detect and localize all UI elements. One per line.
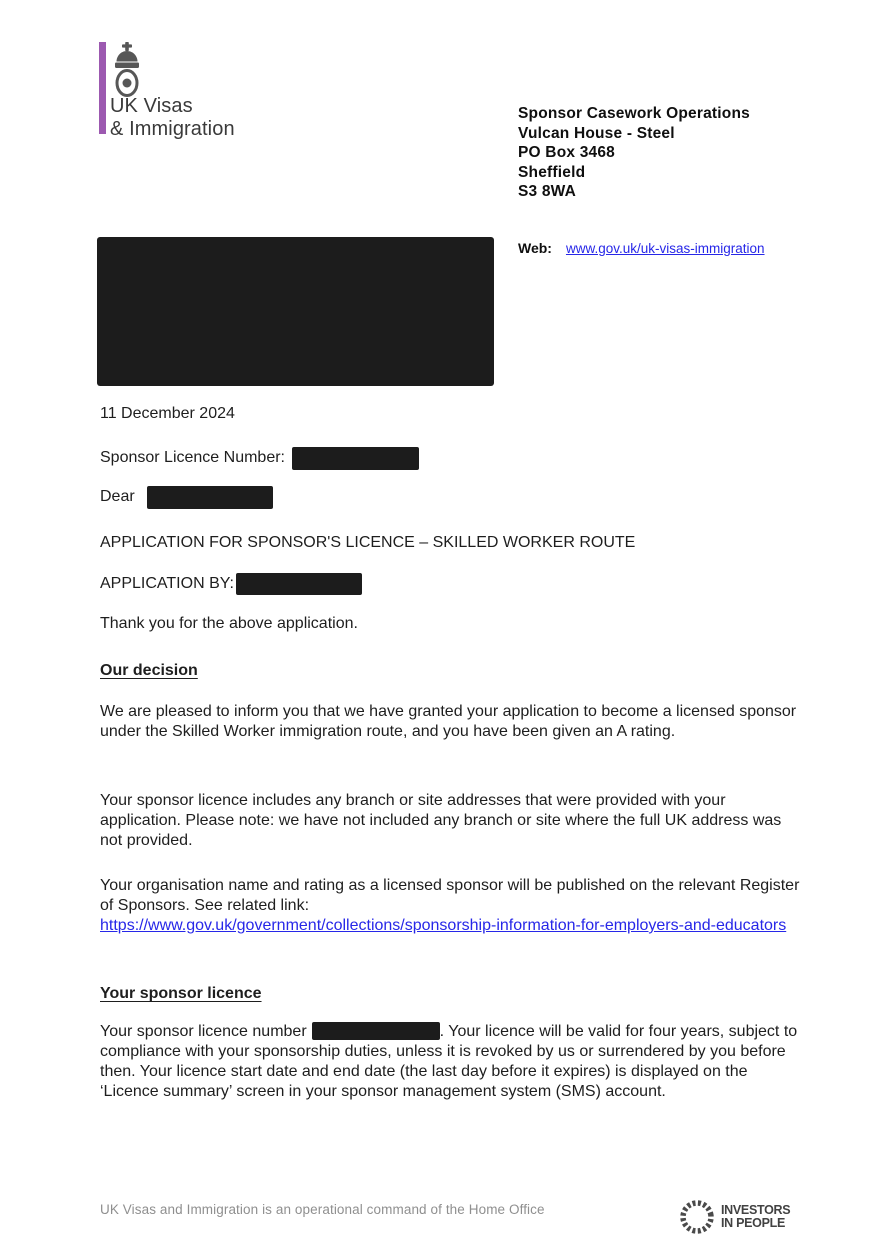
- brand-line2: & Immigration: [110, 118, 235, 140]
- redaction-licence-number-inline: [312, 1022, 440, 1040]
- register-of-sponsors-link[interactable]: https://www.gov.uk/government/collections/sponsorship-information-for-employers-and-educators: [100, 917, 787, 934]
- licence-paragraph-before: Your sponsor licence number: [100, 1023, 307, 1040]
- licence-number-label: Sponsor Licence Number:: [100, 449, 285, 466]
- application-by-label: APPLICATION BY:: [100, 574, 234, 592]
- licence-heading: Your sponsor licence: [100, 985, 262, 1002]
- decision-paragraph-3: [100, 876, 800, 936]
- iip-text-line2: IN PEOPLE: [721, 1216, 785, 1230]
- decision-paragraph-2: Your sponsor licence includes any branch or site addresses that were provided with your application. Please note: we have not included any branch or site where the full UK address was not provided.: [100, 792, 782, 849]
- web-link[interactable]: www.gov.uk/uk-visas-immigration: [565, 241, 765, 256]
- intro-paragraph: Thank you for the above application.: [100, 615, 358, 632]
- salutation-row: [100, 485, 273, 509]
- salutation-label: Dear: [100, 488, 135, 505]
- iip-text: [721, 1204, 790, 1231]
- investors-in-people-logo: [678, 1197, 790, 1237]
- subject-line-2: [100, 572, 362, 595]
- brand-name: [110, 95, 235, 141]
- licence-paragraph: [100, 1022, 800, 1102]
- sender-address-line: Sheffield: [518, 163, 586, 181]
- footer-note: UK Visas and Immigration is an operational command of the Home Office: [100, 1202, 545, 1217]
- redaction-addressee-name: [147, 486, 273, 509]
- letter-date: 11 December 2024: [100, 405, 235, 422]
- laurel-wreath-icon: [678, 1197, 716, 1237]
- web-row: [518, 240, 765, 256]
- sender-address-line: Sponsor Casework Operations: [518, 105, 750, 122]
- decision-paragraph-1: We are pleased to inform you that we have granted your application to become a licensed sponsor under the Skilled Worker immigration route, and you have been given an A rating.: [100, 703, 797, 740]
- web-label: Web:: [518, 240, 552, 256]
- sender-address-line: PO Box 3468: [518, 144, 615, 161]
- sender-address-line: S3 8WA: [518, 183, 577, 200]
- licence-paragraph-after: . Your licence will be valid for four years, subject to compliance with your sponsorship duties, unless it is revoked by us or surrendered by you before then. Your licence start date and end date (the last day before it expires) is displayed on the ‘Licence summary’ screen in your sponsor management system (SMS) account.: [100, 1023, 798, 1100]
- crown-icon: [112, 42, 142, 98]
- iip-text-line1: INVESTORS: [721, 1202, 791, 1217]
- brand-line1: UK Visas: [110, 95, 193, 117]
- logo-accent-bar: [99, 42, 106, 134]
- sender-address: [518, 104, 750, 202]
- register-paragraph-text: Your organisation name and rating as a licensed sponsor will be published on the relevant Register of Sponsors. See related link:: [100, 877, 800, 914]
- redaction-recipient-address: [97, 237, 494, 386]
- licence-number-row: [100, 446, 419, 470]
- redaction-applicant-name: [236, 573, 362, 595]
- decision-heading: Our decision: [100, 662, 198, 679]
- subject-line-1: APPLICATION FOR SPONSOR'S LICENCE – SKILLED WORKER ROUTE: [100, 534, 636, 551]
- sender-address-line: Vulcan House - Steel: [518, 124, 675, 142]
- redaction-licence-number: [292, 447, 419, 470]
